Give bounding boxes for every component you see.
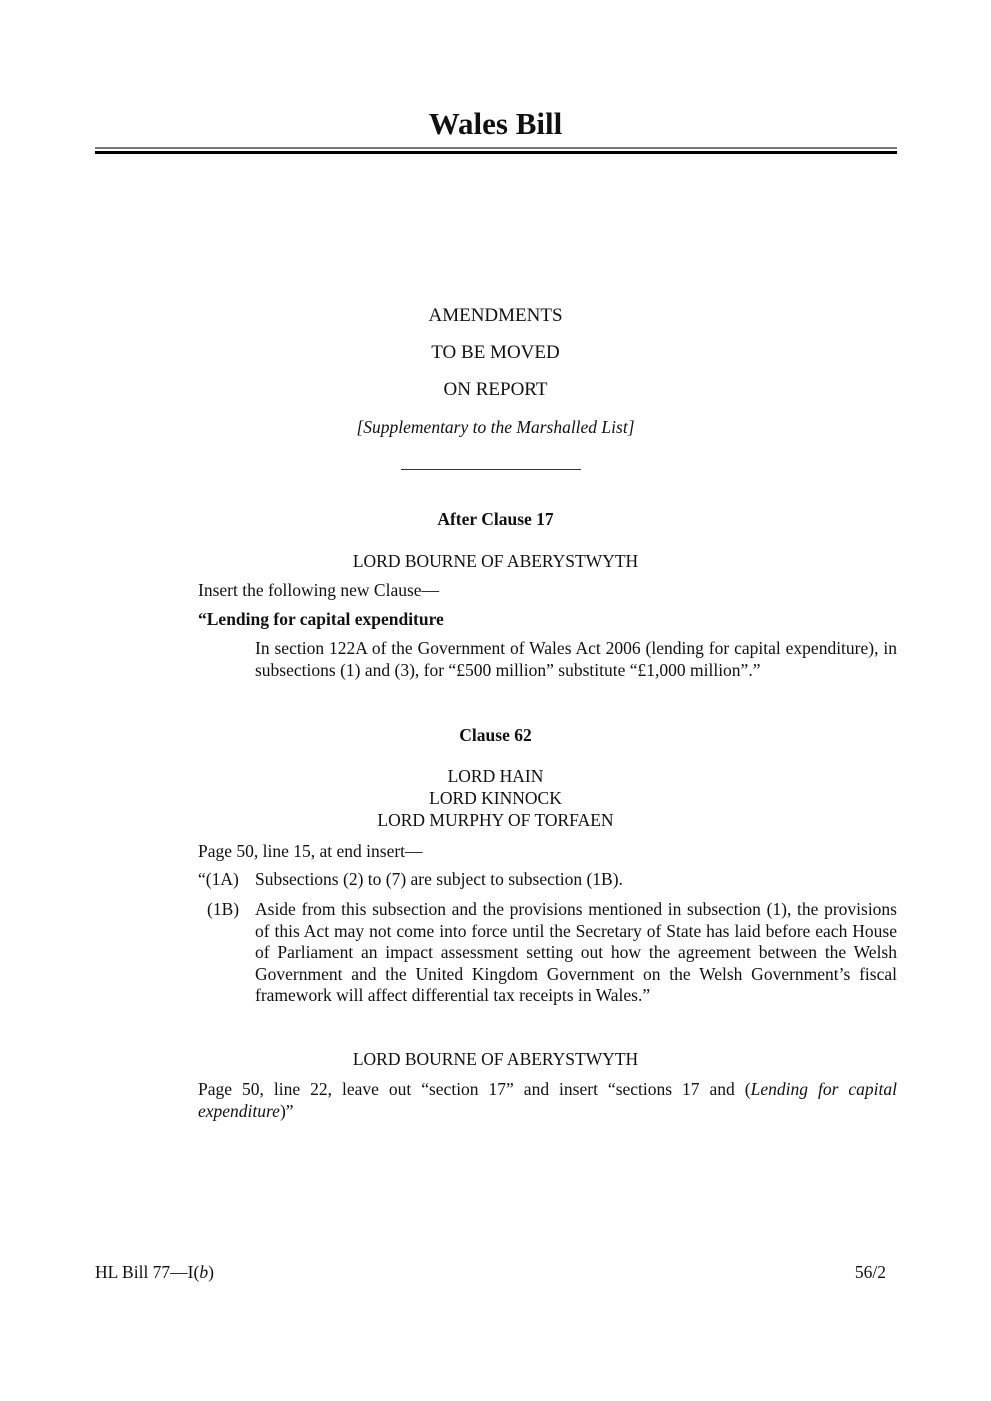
document-title: Wales Bill <box>428 106 563 141</box>
heading-on-report: ON REPORT <box>443 379 548 400</box>
amendment-text: Page 50, line 22, leave out “section 17” and insert “sections 17 and (Lending for capital expenditure)” <box>198 1079 898 1121</box>
italic-clause-name: Lending for capital expenditure <box>198 1079 898 1121</box>
bill-reference: HL Bill 77—I(b) <box>95 1262 214 1282</box>
section-heading-after-clause-17: After Clause 17 <box>437 509 554 529</box>
mover-name: LORD BOURNE OF ABERYSTWYTH <box>352 551 639 571</box>
divider <box>401 469 581 470</box>
mover-name: LORD BOURNE OF ABERYSTWYTH <box>352 1049 639 1069</box>
print-code: 56/2 <box>854 1262 886 1282</box>
heading-amendments: AMENDMENTS <box>428 305 563 326</box>
subsection-text: Aside from this subsection and the provisions mentioned in subsection (1), the provisions of this Act may not come into force until the Secretary of State has laid before each House of Parliament an impact assessment setting out how the agreement between the Welsh Government and the United Kingdom Government on the Welsh Government’s fiscal framework will affect differential tax receipts in Wales.” <box>255 899 897 1005</box>
subsection-text: Subsections (2) to (7) are subject to subsection (1B). <box>255 869 623 889</box>
subsection-label: (1B) <box>207 899 240 919</box>
title-rule-thin <box>95 147 897 149</box>
supplementary-note: [Supplementary to the Marshalled List] <box>356 417 635 437</box>
new-clause-title: “Lending for capital expenditure <box>198 609 444 629</box>
instruction: Insert the following new Clause— <box>198 580 440 600</box>
mover-name: LORD HAIN <box>447 766 544 786</box>
heading-to-be-moved: TO BE MOVED <box>431 342 560 363</box>
instruction: Page 50, line 15, at end insert— <box>198 841 423 861</box>
title-rule-thick <box>95 151 897 154</box>
new-clause-text: In section 122A of the Government of Wales Act 2006 (lending for capital expenditure), in subsections (1) and (3), for “£500 million” substitute “£1,000 million”.” <box>255 638 897 680</box>
section-heading-clause-62: Clause 62 <box>459 725 532 745</box>
mover-name: LORD KINNOCK <box>429 788 562 808</box>
subsection-label: “(1A) <box>198 869 239 889</box>
mover-name: LORD MURPHY OF TORFAEN <box>377 810 614 830</box>
